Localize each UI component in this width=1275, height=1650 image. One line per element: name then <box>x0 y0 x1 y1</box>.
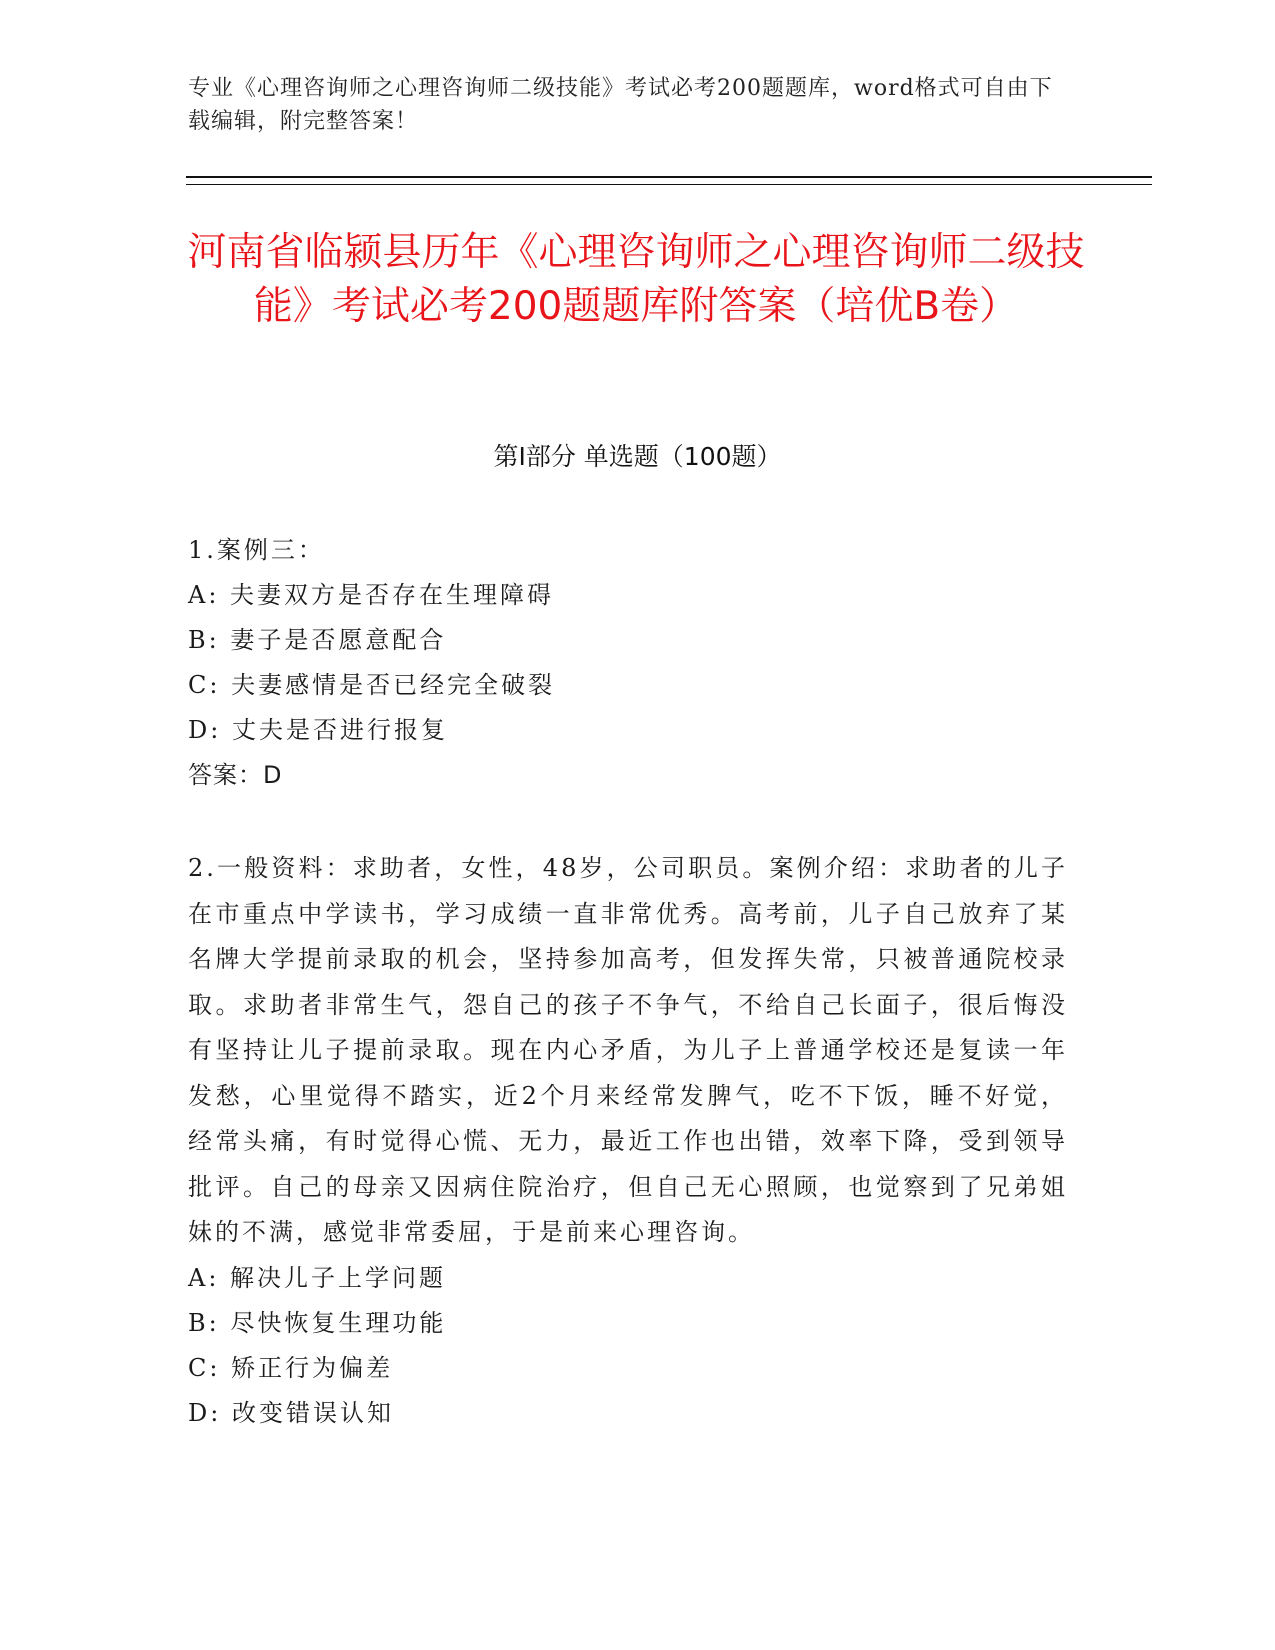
question-stem: 1.案例三： <box>188 536 325 564</box>
answer: 答案：D <box>188 761 283 789</box>
option-a: A: 解决儿子上学问题 <box>188 1263 447 1292</box>
header-note: 专业《心理咨询师之心理咨询师二级技能》考试必考200题题库，word格式可自由下载编辑，附完整答案！ <box>188 76 1053 134</box>
header-divider-thin <box>186 184 1152 185</box>
option-d: D: 改变错误认知 <box>188 1398 394 1427</box>
option-c: C: 夫妻感情是否已经完全破裂 <box>188 671 556 699</box>
document-title: 河南省临颍县历年《心理咨询师之心理咨询师二级技能》考试必考200题题库附答案（培优B卷） <box>187 230 1085 329</box>
option-c: C: 矫正行为偏差 <box>188 1353 394 1382</box>
question-stem: 2.一般资料：求助者，女性，48岁，公司职员。案例介绍：求助者的儿子在市重点中学读书，学习成绩一直非常优秀。高考前，儿子自己放弃了某名牌大学提前录取的机会，坚持参加高考，但发挥失常，只被普通院校录取。求助者非常生气，怨自己的孩子不争气，不给自己长面子，很后悔没有坚持让儿子提前录取。现在内心矛盾，为儿子上普通学校还是复读一年发愁，心里觉得不踏实，近2个月来经常发脾气，吃不下饭，睡不好觉，经常头痛，有时觉得心慌、无力，最近工作也出错，效率下降，受到领导批评。自己的母亲又因病住院治疗，但自己无心照顾，也觉察到了兄弟姐妹的不满，感觉非常委屈，于是前来心理咨询。 <box>188 854 1068 1246</box>
section-title: 第I部分 单选题（100题） <box>493 442 782 471</box>
option-d: D: 丈夫是否进行报复 <box>188 716 448 744</box>
option-a: A: 夫妻双方是否存在生理障碍 <box>188 581 555 609</box>
question-1 <box>188 528 1068 798</box>
option-b: B: 妻子是否愿意配合 <box>188 626 447 654</box>
question-2 <box>188 846 1068 1436</box>
header-divider-thick <box>186 176 1152 178</box>
option-b: B: 尽快恢复生理功能 <box>188 1308 447 1337</box>
